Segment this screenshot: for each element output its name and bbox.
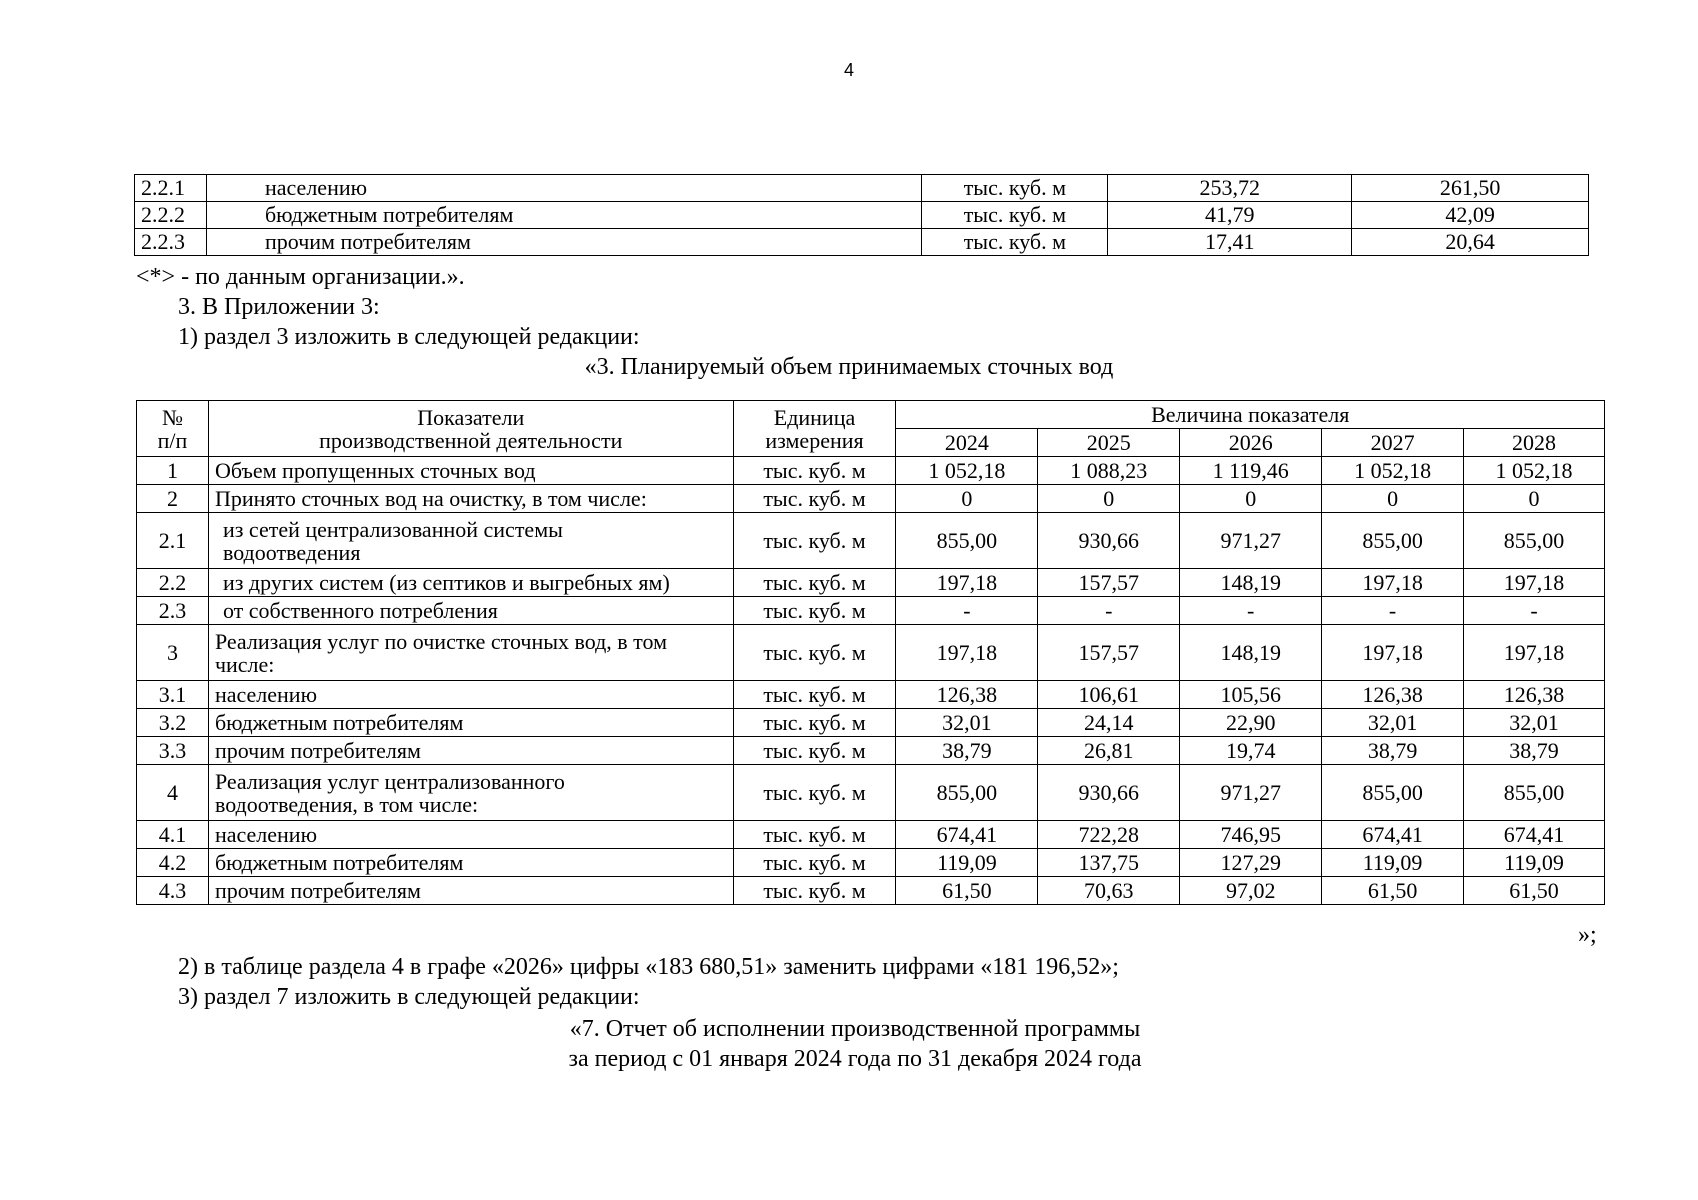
paragraph-3-2: 2) в таблице раздела 4 в графе «2026» цифры «183 680,51» заменить цифрами «181 196,52»; [178, 954, 1119, 980]
row-indicator: бюджетным потребителям [206, 202, 921, 229]
row-value-2027: 674,41 [1322, 821, 1464, 849]
footnote: <*> - по данным организации.». [136, 264, 465, 290]
row-value-2024: 674,41 [896, 821, 1038, 849]
row-indicator: от собственного потребления [208, 597, 733, 625]
row-value: 17,41 [1108, 229, 1352, 256]
row-value-2028: 61,50 [1464, 877, 1605, 905]
row-unit: тыс. куб. м [733, 737, 896, 765]
row-value-2027: 61,50 [1322, 877, 1464, 905]
row-number: 3 [137, 625, 209, 681]
row-value-2026: 971,27 [1180, 765, 1322, 821]
table-row [137, 457, 1605, 485]
row-value-2024: 855,00 [896, 765, 1038, 821]
row-number: 4.3 [137, 877, 209, 905]
row-value-2028: 119,09 [1464, 849, 1605, 877]
row-value-2028: 197,18 [1464, 569, 1605, 597]
row-value-2024: 32,01 [896, 709, 1038, 737]
row-value-2025: 137,75 [1038, 849, 1180, 877]
row-value-2024: 61,50 [896, 877, 1038, 905]
row-value: 253,72 [1108, 175, 1352, 202]
row-unit: тыс. куб. м [733, 765, 896, 821]
row-indicator: из сетей централизованной системы водоотведения [208, 513, 733, 569]
row-number: 3.2 [137, 709, 209, 737]
row-value-2025: 106,61 [1038, 681, 1180, 709]
table-row [137, 513, 1605, 569]
row-number: 4.1 [137, 821, 209, 849]
row-number: 4 [137, 765, 209, 821]
row-value-2024: 197,18 [896, 569, 1038, 597]
row-value-2027: - [1322, 597, 1464, 625]
row-unit: тыс. куб. м [922, 175, 1108, 202]
row-number: 2 [137, 485, 209, 513]
paragraph-3-1: 1) раздел 3 изложить в следующей редакции: [178, 324, 640, 350]
section7-title-line2: за период с 01 января 2024 года по 31 декабря 2024 года [568, 1046, 1142, 1072]
row-value-2024: 855,00 [896, 513, 1038, 569]
row-indicator: Объем пропущенных сточных вод [208, 457, 733, 485]
row-indicator: Реализация услуг централизованного водоотведения, в том числе: [208, 765, 733, 821]
row-number: 2.3 [137, 597, 209, 625]
row-indicator: из других систем (из септиков и выгребных ям) [208, 569, 733, 597]
continuation-table [134, 174, 1589, 256]
table-row [137, 877, 1605, 905]
row-value-2024: 126,38 [896, 681, 1038, 709]
page-number: 4 [843, 60, 854, 80]
row-value-2025: 70,63 [1038, 877, 1180, 905]
row-value-2025: 930,66 [1038, 513, 1180, 569]
row-indicator: населению [206, 175, 921, 202]
wastewater-volume-table [136, 400, 1605, 905]
row-value-2027: 32,01 [1322, 709, 1464, 737]
row-value-2024: - [896, 597, 1038, 625]
row-unit: тыс. куб. м [733, 569, 896, 597]
table-row [137, 709, 1605, 737]
row-value-2027: 126,38 [1322, 681, 1464, 709]
row-value-2025: 26,81 [1038, 737, 1180, 765]
row-value-2025: 1 088,23 [1038, 457, 1180, 485]
row-indicator: населению [208, 821, 733, 849]
row-value-2025: 157,57 [1038, 569, 1180, 597]
row-unit: тыс. куб. м [733, 597, 896, 625]
table-row [137, 849, 1605, 877]
row-value-2024: 1 052,18 [896, 457, 1038, 485]
row-number: 4.2 [137, 849, 209, 877]
row-unit: тыс. куб. м [733, 485, 896, 513]
paragraph-3: 3. В Приложении 3: [178, 294, 380, 320]
row-value-2024: 0 [896, 485, 1038, 513]
row-value-2028: 126,38 [1464, 681, 1605, 709]
row-value-2028: 855,00 [1464, 765, 1605, 821]
row-indicator: прочим потребителям [208, 877, 733, 905]
table-row [137, 485, 1605, 513]
row-unit: тыс. куб. м [733, 681, 896, 709]
row-value-2028: 38,79 [1464, 737, 1605, 765]
table-row [137, 821, 1605, 849]
row-value-2028: - [1464, 597, 1605, 625]
row-value-2025: - [1038, 597, 1180, 625]
header-num: № п/п [137, 401, 209, 457]
row-value: 41,79 [1108, 202, 1352, 229]
row-unit: тыс. куб. м [733, 877, 896, 905]
row-indicator: населению [208, 681, 733, 709]
row-indicator: прочим потребителям [206, 229, 921, 256]
header-year: 2026 [1180, 429, 1322, 457]
table-row [135, 175, 1589, 202]
row-value-2027: 197,18 [1322, 569, 1464, 597]
row-indicator: бюджетным потребителям [208, 709, 733, 737]
row-value-2027: 855,00 [1322, 513, 1464, 569]
row-number: 3.3 [137, 737, 209, 765]
row-indicator: прочим потребителям [208, 737, 733, 765]
row-value-2028: 1 052,18 [1464, 457, 1605, 485]
row-value-2027: 855,00 [1322, 765, 1464, 821]
row-value-2026: 1 119,46 [1180, 457, 1322, 485]
section7-title-line1: «7. Отчет об исполнении производственной программы [569, 1016, 1141, 1042]
row-value-2028: 197,18 [1464, 625, 1605, 681]
table-row [137, 765, 1605, 821]
row-number: 2.2.2 [135, 202, 207, 229]
row-unit: тыс. куб. м [922, 202, 1108, 229]
row-value-2028: 674,41 [1464, 821, 1605, 849]
row-value-2026: 971,27 [1180, 513, 1322, 569]
table-row [137, 681, 1605, 709]
row-value: 42,09 [1352, 202, 1589, 229]
table-row [135, 202, 1589, 229]
row-value-2026: 19,74 [1180, 737, 1322, 765]
row-value-2024: 197,18 [896, 625, 1038, 681]
header-unit: Единица измерения [733, 401, 896, 457]
header-year: 2025 [1038, 429, 1180, 457]
row-unit: тыс. куб. м [922, 229, 1108, 256]
row-value-2027: 119,09 [1322, 849, 1464, 877]
header-value-group: Величина показателя [896, 401, 1605, 429]
row-value-2027: 0 [1322, 485, 1464, 513]
row-number: 2.2.3 [135, 229, 207, 256]
table-row [137, 597, 1605, 625]
row-unit: тыс. куб. м [733, 849, 896, 877]
row-value-2025: 157,57 [1038, 625, 1180, 681]
row-value-2025: 930,66 [1038, 765, 1180, 821]
header-year: 2027 [1322, 429, 1464, 457]
table-row [137, 737, 1605, 765]
header-year: 2024 [896, 429, 1038, 457]
row-value-2027: 38,79 [1322, 737, 1464, 765]
row-number: 2.1 [137, 513, 209, 569]
row-value: 20,64 [1352, 229, 1589, 256]
header-indicator: Показатели производственной деятельности [208, 401, 733, 457]
row-indicator: бюджетным потребителям [208, 849, 733, 877]
row-value: 261,50 [1352, 175, 1589, 202]
row-value-2028: 855,00 [1464, 513, 1605, 569]
row-value-2025: 24,14 [1038, 709, 1180, 737]
row-number: 2.2 [137, 569, 209, 597]
row-unit: тыс. куб. м [733, 457, 896, 485]
row-value-2024: 38,79 [896, 737, 1038, 765]
row-value-2026: 148,19 [1180, 625, 1322, 681]
row-value-2026: 22,90 [1180, 709, 1322, 737]
row-unit: тыс. куб. м [733, 821, 896, 849]
row-number: 1 [137, 457, 209, 485]
paragraph-3-3: 3) раздел 7 изложить в следующей редакции: [178, 984, 640, 1010]
row-unit: тыс. куб. м [733, 709, 896, 737]
row-indicator: Реализация услуг по очистке сточных вод, в том числе: [208, 625, 733, 681]
row-indicator: Принято сточных вод на очистку, в том числе: [208, 485, 733, 513]
table-close-quote: »; [1578, 922, 1597, 948]
table-row [137, 569, 1605, 597]
row-unit: тыс. куб. м [733, 513, 896, 569]
table-row [135, 229, 1589, 256]
table-row [137, 625, 1605, 681]
row-value-2026: 148,19 [1180, 569, 1322, 597]
row-value-2026: 0 [1180, 485, 1322, 513]
row-value-2027: 197,18 [1322, 625, 1464, 681]
row-value-2025: 0 [1038, 485, 1180, 513]
row-value-2026: 127,29 [1180, 849, 1322, 877]
row-number: 3.1 [137, 681, 209, 709]
row-value-2027: 1 052,18 [1322, 457, 1464, 485]
row-value-2025: 722,28 [1038, 821, 1180, 849]
section-title: «3. Планируемый объем принимаемых сточных вод [584, 354, 1114, 380]
row-value-2026: - [1180, 597, 1322, 625]
row-value-2026: 105,56 [1180, 681, 1322, 709]
row-value-2024: 119,09 [896, 849, 1038, 877]
row-number: 2.2.1 [135, 175, 207, 202]
row-value-2026: 746,95 [1180, 821, 1322, 849]
row-value-2028: 0 [1464, 485, 1605, 513]
header-year: 2028 [1464, 429, 1605, 457]
row-unit: тыс. куб. м [733, 625, 896, 681]
row-value-2026: 97,02 [1180, 877, 1322, 905]
row-value-2028: 32,01 [1464, 709, 1605, 737]
